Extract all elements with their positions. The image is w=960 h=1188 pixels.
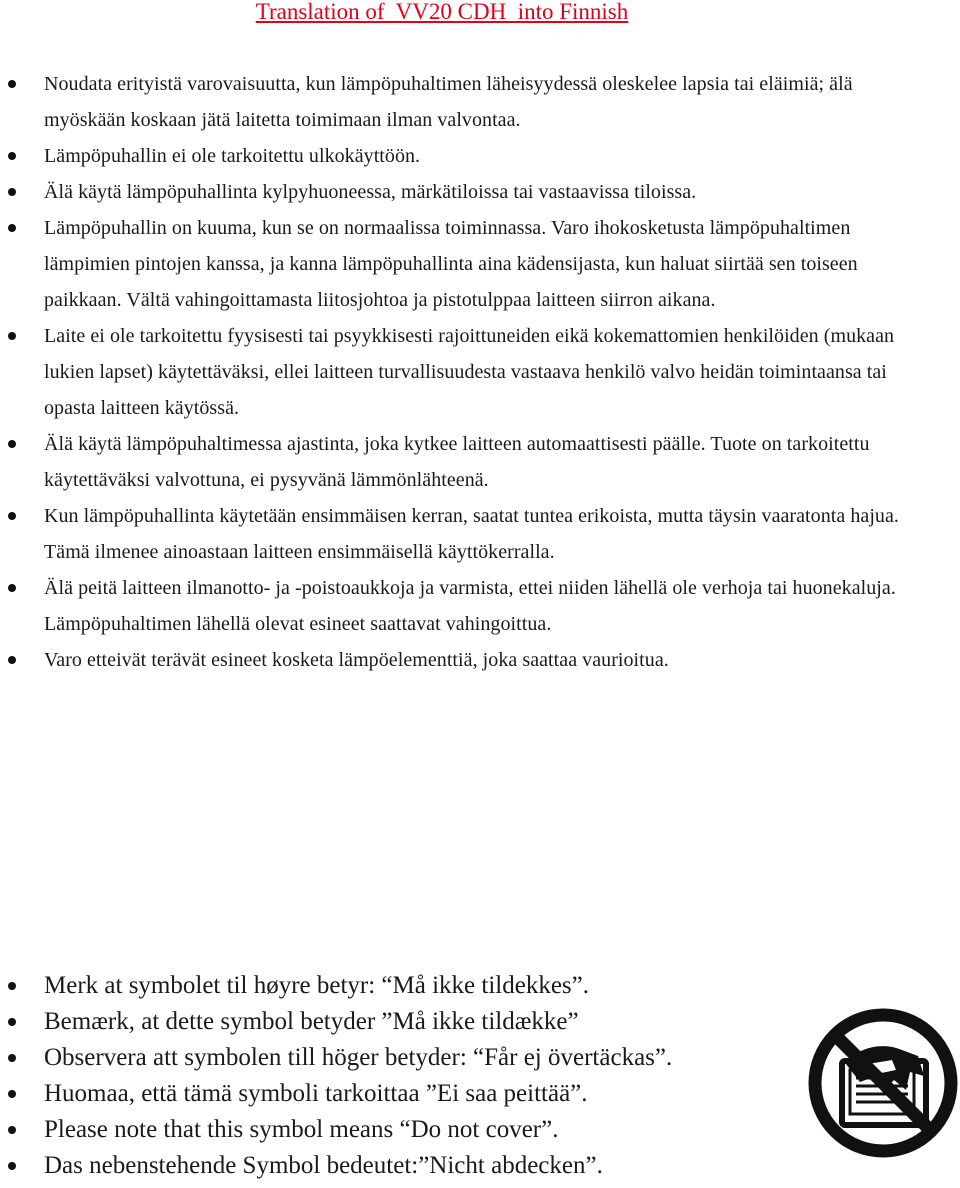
list-item-text: Noudata erityistä varovaisuutta, kun lämpöpuhaltimen läheisyydessä oleskelee lapsia tai eläimiä; älä myöskään koskaan jätä laitetta toimimaan ilman valvontaa. [44, 73, 853, 131]
bullet-icon [8, 1126, 16, 1134]
list-item-text: Varo etteivät terävät esineet kosketa lämpöelementtiä, joka saattaa vaurioitua. [44, 649, 669, 671]
finnish-instructions-list [0, 66, 930, 678]
bullet-icon [8, 982, 16, 990]
list-item-text: Älä käytä lämpöpuhallinta kylpyhuoneessa, märkätiloissa tai vastaavissa tiloissa. [44, 181, 697, 203]
list-item-text: Kun lämpöpuhallinta käytetään ensimmäisen kerran, saatat tuntea erikoista, mutta täysin vaaratonta hajua. Tämä ilmenee ainoastaan laitteen ensimmäisellä käyttökerralla. [44, 505, 899, 563]
list-item-text: Lämpöpuhallin ei ole tarkoitettu ulkokäyttöön. [44, 145, 421, 167]
bullet-icon [8, 332, 16, 340]
list-item-text: Huomaa, että tämä symboli tarkoittaa ”Ei saa peittää”. [44, 1080, 588, 1107]
list-item [0, 570, 930, 642]
list-item [0, 968, 780, 1004]
list-item [0, 1112, 780, 1148]
do-not-cover-icon [806, 1006, 960, 1160]
list-item [0, 210, 930, 318]
list-item [0, 138, 930, 174]
bullet-icon [8, 584, 16, 592]
list-item-text: Älä käytä lämpöpuhaltimessa ajastinta, joka kytkee laitteen automaattisesti päälle. Tuote on tarkoitettu käytettäväksi valvottuna, ei pysyvänä lämmönlähteenä. [44, 433, 870, 491]
bullet-icon [8, 224, 16, 232]
list-item [0, 66, 930, 138]
bullet-icon [8, 656, 16, 664]
bullet-icon [8, 1018, 16, 1026]
list-item [0, 642, 930, 678]
list-item-text: Lämpöpuhallin on kuuma, kun se on normaalissa toiminnassa. Varo ihokosketusta lämpöpuhaltimen lämpimien pintojen kanssa, ja kanna lämpöpuhallinta aina kädensijasta, kun haluat siirtää sen toiseen paikkaan. Vältä vahingoittamasta liitosjohtoa ja pistotulppaa laitteen siirron aikana. [44, 217, 858, 311]
bullet-icon [8, 512, 16, 520]
list-item [0, 174, 930, 210]
bullet-icon [8, 188, 16, 196]
list-item [0, 1148, 780, 1184]
bullet-icon [8, 1090, 16, 1098]
bullet-icon [8, 152, 16, 160]
list-item-text: Laite ei ole tarkoitettu fyysisesti tai psyykkisesti rajoittuneiden eikä kokemattomien henkilöiden (mukaan lukien lapset) käytettäväksi, ellei laitteen turvallisuudesta vastaava henkilö valvo heidän toimintaansa tai opasta laitteen käytössä. [44, 325, 895, 419]
list-item-text: Älä peitä laitteen ilmanotto- ja -poistoaukkoja ja varmista, ettei niiden lähellä ole verhoja tai huonekaluja. Lämpöpuhaltimen lähellä olevat esineet saattavat vahingoittua. [44, 577, 896, 635]
list-item-text: Das nebenstehende Symbol bedeutet:”Nicht abdecken”. [44, 1152, 603, 1179]
list-item [0, 426, 930, 498]
bullet-icon [8, 440, 16, 448]
bullet-icon [8, 1054, 16, 1062]
list-item [0, 318, 930, 426]
list-item-text: Merk at symbolet til høyre betyr: “Må ikke tildekkes”. [44, 972, 589, 999]
bullet-icon [8, 1162, 16, 1170]
document-title: Translation of VV20 CDH into Finnish [255, 0, 629, 24]
list-item-text: Bemærk, at dette symbol betyder ”Må ikke tildække” [44, 1008, 579, 1035]
symbol-notice-list [0, 968, 780, 1184]
list-item-text: Observera att symbolen till höger betyder: “Får ej övertäckas”. [44, 1044, 673, 1071]
bullet-icon [8, 80, 16, 88]
list-item [0, 1040, 780, 1076]
list-item [0, 498, 930, 570]
list-item [0, 1076, 780, 1112]
list-item [0, 1004, 780, 1040]
list-item-text: Please note that this symbol means “Do not cover”. [44, 1116, 559, 1143]
